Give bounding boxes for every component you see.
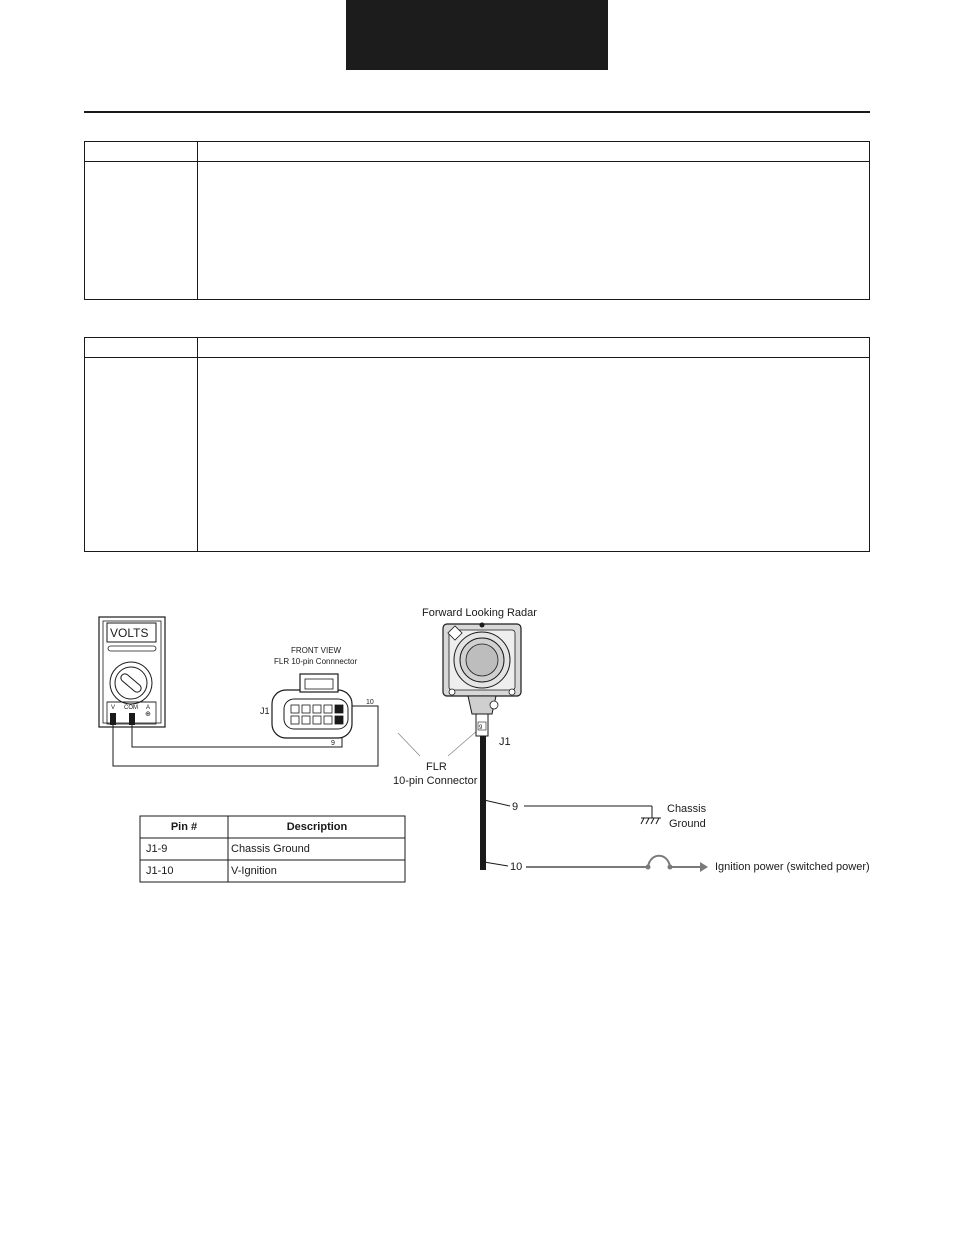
- meter-com-probe: [129, 713, 135, 725]
- radar-connector-label: J1: [499, 736, 511, 748]
- meter-port-a-symbol: ⊕: [145, 711, 151, 718]
- chassis-ground-icon: [641, 818, 661, 824]
- meter-display-label: VOLTS: [110, 626, 149, 640]
- flr-callout-line-right: [448, 730, 478, 756]
- pin-table-cell: V-Ignition: [231, 865, 277, 877]
- wire9-destination-1: Chassis: [667, 803, 707, 815]
- wire10-destination: Ignition power (switched power): [715, 861, 870, 873]
- wire10-pin-label: 10: [510, 861, 523, 873]
- meter-port-v-label: V: [111, 705, 116, 711]
- connector-view-label-1: FRONT VIEW: [291, 646, 342, 655]
- pin-table: [140, 816, 405, 882]
- pin-table-header-description: Description: [286, 821, 348, 833]
- connector-pin9-label: 9: [331, 740, 335, 747]
- pin-table-cell: J1-10: [146, 865, 174, 877]
- connector-pin10-label: 10: [366, 699, 374, 706]
- wire-pin10: [484, 856, 870, 873]
- fuse-icon: [646, 856, 673, 870]
- wire9-destination-2: Ground: [669, 818, 706, 830]
- pin-table-cell: Chassis Ground: [231, 843, 310, 855]
- radar-title: Forward Looking Radar: [422, 607, 537, 619]
- multimeter: [99, 617, 165, 727]
- meter-v-probe: [110, 713, 116, 725]
- wire-pin9: [484, 800, 707, 830]
- connector-view-label-2: FLR 10-pin Connnector: [274, 657, 358, 666]
- radar-pin-label: 9: [479, 725, 483, 731]
- meter-port-com-label: COM: [124, 705, 138, 711]
- flr-callout-line-left: [398, 733, 420, 756]
- connector-id-label: J1: [260, 706, 270, 716]
- flr-connector-label-1: FLR: [426, 761, 447, 773]
- pin-table-cell: J1-9: [146, 843, 168, 855]
- flr-connector-label-2: 10-pin Connector: [393, 775, 478, 787]
- radar-unit: [422, 607, 537, 748]
- pin-table-header-pin: Pin #: [170, 821, 198, 833]
- meter-port-a-label: A: [146, 705, 151, 711]
- wire9-pin-label: 9: [512, 801, 519, 813]
- radar-harness: [480, 736, 486, 870]
- arrow-right-icon: [700, 862, 708, 872]
- front-view-connector: [260, 646, 374, 747]
